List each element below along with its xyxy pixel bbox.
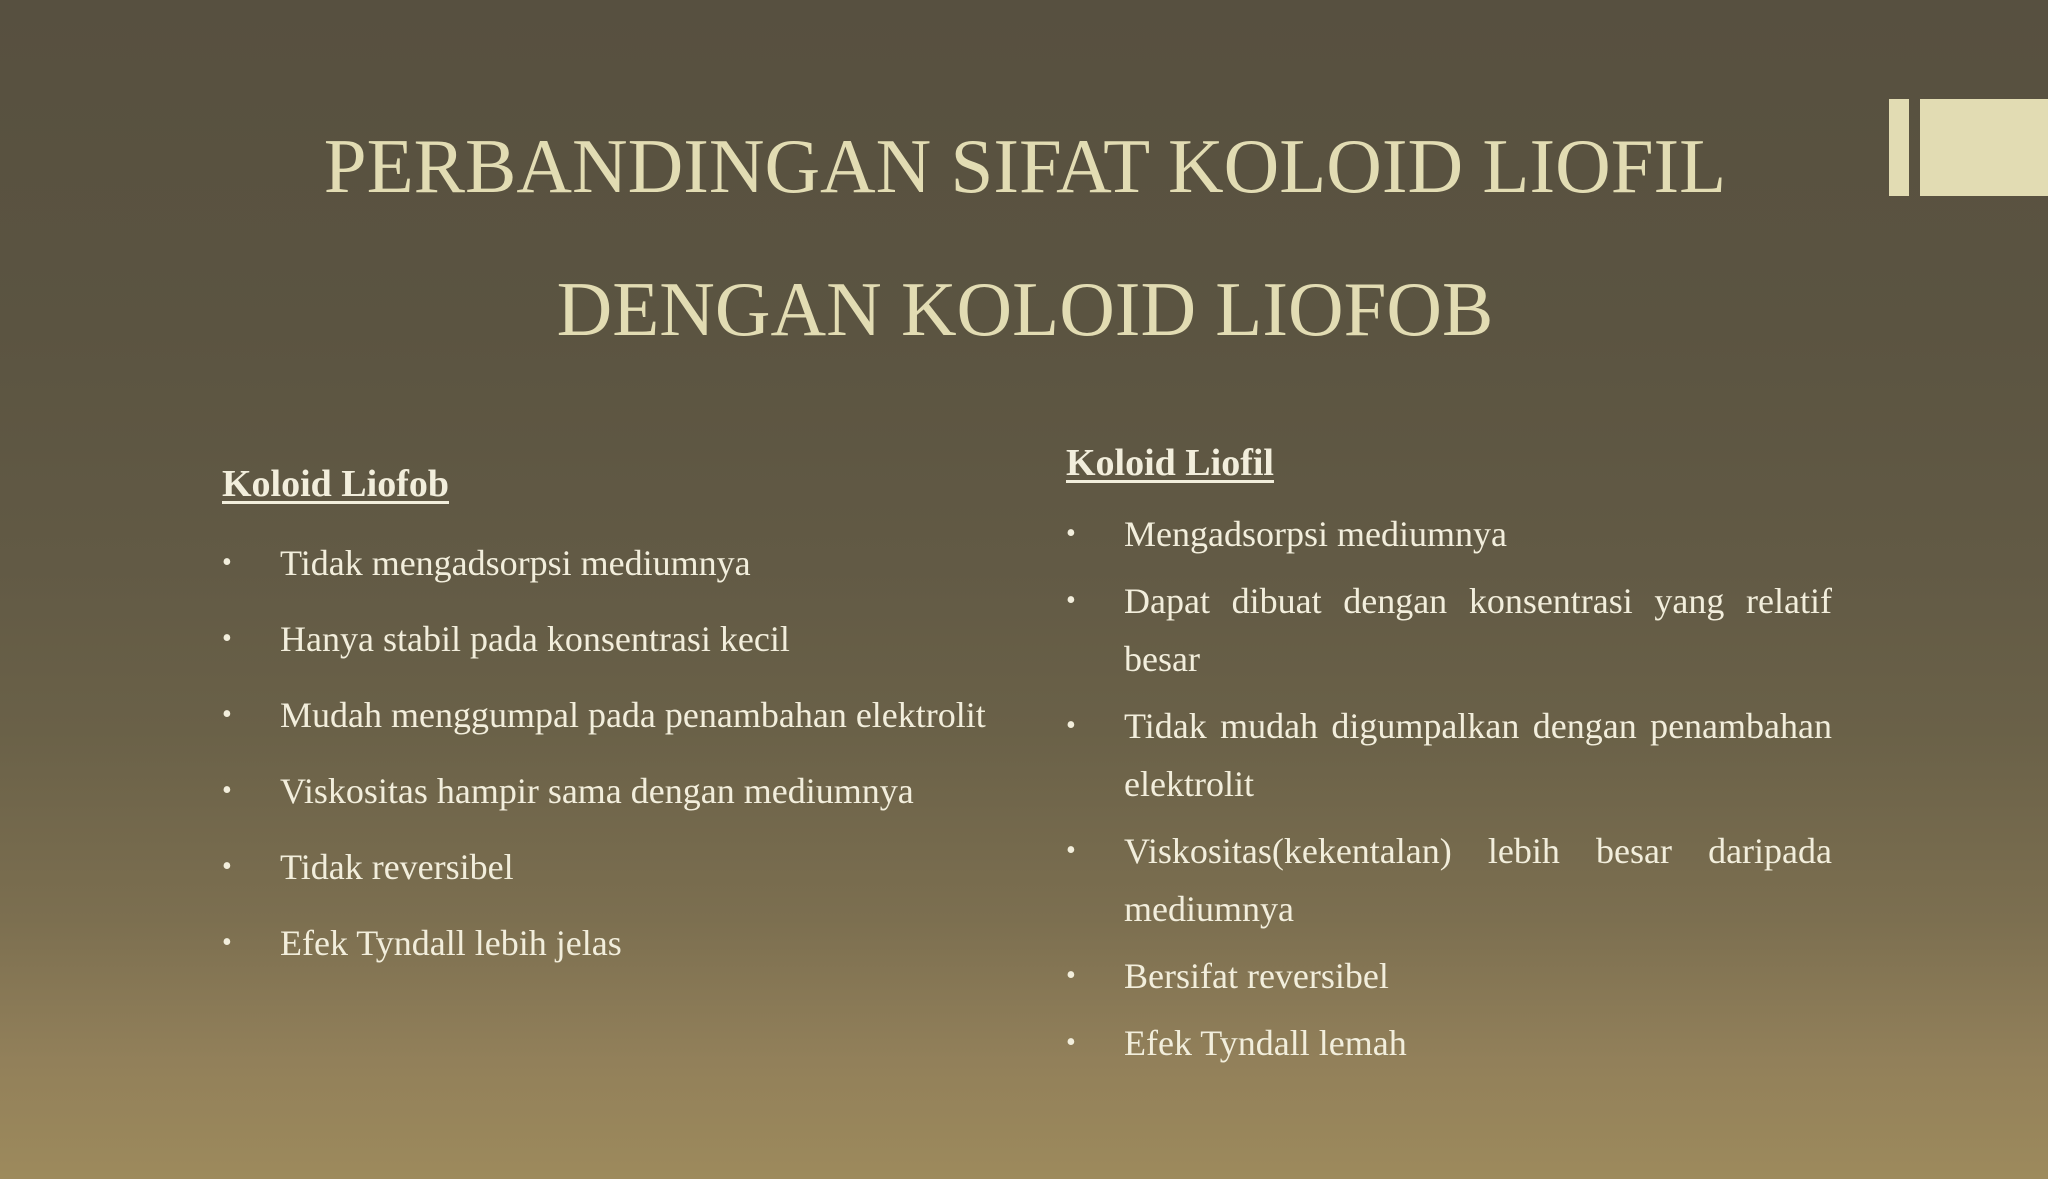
bullet-icon: • bbox=[1066, 835, 1076, 866]
list-item bbox=[1066, 1014, 1832, 1072]
bullet-icon: • bbox=[222, 547, 232, 578]
list-item-text: Mudah menggumpal pada penambahan elektrolit bbox=[280, 695, 986, 735]
title-line-2: DENGAN KOLOID LIOFOB bbox=[556, 266, 1494, 352]
right-bullet-list bbox=[1066, 505, 1832, 1072]
bullet-icon: • bbox=[1066, 1027, 1076, 1058]
list-item bbox=[222, 606, 988, 672]
bullet-icon: • bbox=[1066, 710, 1076, 741]
list-item bbox=[222, 758, 988, 824]
list-item-text: Tidak mudah digumpalkan dengan penambahan elektrolit bbox=[1124, 706, 1832, 804]
list-item bbox=[222, 530, 988, 596]
accent-bar-wide bbox=[1920, 99, 2048, 196]
list-item bbox=[222, 682, 988, 748]
right-column-liofil bbox=[1066, 437, 1832, 1081]
list-item-text: Efek Tyndall lebih jelas bbox=[280, 923, 622, 963]
left-bullet-list bbox=[222, 530, 988, 976]
list-item bbox=[1066, 505, 1832, 563]
list-item-text: Tidak reversibel bbox=[280, 847, 514, 887]
list-item bbox=[1066, 947, 1832, 1005]
left-column-liofob bbox=[222, 458, 988, 986]
list-item bbox=[1066, 822, 1832, 938]
list-item bbox=[222, 834, 988, 900]
list-item-text: Bersifat reversibel bbox=[1124, 956, 1389, 996]
list-item-text: Dapat dibuat dengan konsentrasi yang relatif besar bbox=[1124, 581, 1832, 679]
right-column-heading: Koloid Liofil bbox=[1066, 442, 1274, 484]
bullet-icon: • bbox=[1066, 960, 1076, 991]
bullet-icon: • bbox=[1066, 585, 1076, 616]
bullet-icon: • bbox=[1066, 518, 1076, 549]
list-item-text: Efek Tyndall lemah bbox=[1124, 1023, 1407, 1063]
bullet-icon: • bbox=[222, 927, 232, 958]
bullet-icon: • bbox=[222, 775, 232, 806]
title-line-1: PERBANDINGAN SIFAT KOLOID LIOFIL bbox=[323, 123, 1727, 209]
list-item-text: Hanya stabil pada konsentrasi kecil bbox=[280, 619, 790, 659]
bullet-icon: • bbox=[222, 851, 232, 882]
bullet-icon: • bbox=[222, 699, 232, 730]
list-item-text: Tidak mengadsorpsi mediumnya bbox=[280, 543, 751, 583]
list-item bbox=[1066, 697, 1832, 813]
slide-title bbox=[200, 95, 1850, 381]
list-item-text: Mengadsorpsi mediumnya bbox=[1124, 514, 1507, 554]
list-item-text: Viskositas hampir sama dengan mediumnya bbox=[280, 771, 914, 811]
list-item bbox=[222, 910, 988, 976]
list-item bbox=[1066, 572, 1832, 688]
bullet-icon: • bbox=[222, 623, 232, 654]
list-item-text: Viskositas(kekentalan) lebih besar daripada mediumnya bbox=[1124, 831, 1832, 929]
left-column-heading: Koloid Liofob bbox=[222, 463, 449, 505]
accent-bar-thin bbox=[1889, 99, 1909, 196]
